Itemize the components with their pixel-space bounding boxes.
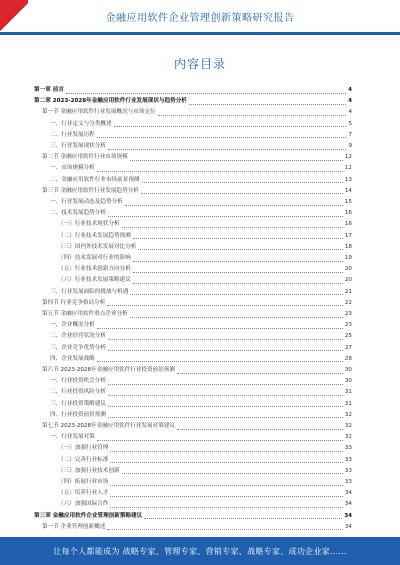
toc-entry-page-number: 25 [344, 333, 352, 340]
toc-entry-label: （五）行业技术创新方向分析 [58, 266, 131, 273]
toc-entry-page-number: 4 [348, 98, 352, 105]
toc-leader-dots [110, 495, 343, 497]
toc-entry-page-number: 33 [344, 479, 352, 485]
toc-entry-label: 一、行业投资机会分析 [50, 378, 106, 385]
toc-entry-label: 一、行业发展动态及趋势分析 [50, 199, 123, 205]
toc-entry-page-number: 20 [344, 277, 352, 284]
toc-leader-dots [114, 125, 347, 127]
toc-leader-dots [158, 114, 347, 116]
toc-entry[interactable] [42, 422, 352, 431]
toc-entry[interactable] [58, 456, 352, 465]
toc-entry-label: 三、企业竞争优势分析 [50, 344, 106, 351]
toc-entry-page-number: 4 [348, 109, 352, 116]
toc-entry-label: 二、技术发展趋势分析 [50, 210, 106, 217]
toc-leader-dots [125, 204, 343, 206]
toc-entry-label: （一）行业技术现状分析 [58, 221, 120, 228]
toc-entry[interactable] [42, 299, 352, 308]
toc-entry-label: （五）培养行业人才 [58, 490, 109, 497]
toc-entry-label: 第七节 2023-2028年金融应用软件行业发展对策建议 [42, 423, 175, 429]
toc-entry[interactable] [50, 332, 352, 341]
toc-entry-page-number: 20 [344, 266, 352, 273]
toc-entry[interactable] [50, 388, 352, 397]
toc-entry-label: 第六节 2023-2028年金融应用软件行业投资前景预测 [42, 367, 175, 373]
toc-entry-page-number: 28 [344, 355, 352, 362]
toc-entry[interactable] [50, 321, 352, 330]
toc-entry[interactable] [50, 120, 352, 129]
toc-leader-dots [177, 372, 343, 374]
toc-entry[interactable] [50, 377, 352, 386]
toc-entry-label: （四）技术发展对行业的影响 [58, 255, 131, 261]
toc-entry-page-number: 18 [344, 243, 352, 250]
toc-leader-dots [133, 282, 343, 284]
toc-leader-dots [133, 260, 343, 262]
toc-leader-dots [130, 159, 343, 161]
toc-entry-page-number: 31 [344, 400, 352, 407]
table-of-contents [34, 86, 352, 534]
toc-entry-page-number: 23 [344, 322, 352, 329]
toc-entry[interactable] [50, 344, 352, 353]
toc-entry[interactable] [50, 198, 352, 207]
toc-entry-page-number: 17 [344, 232, 352, 239]
toc-entry-page-number: 12 [344, 154, 352, 161]
toc-entry-page-number: 5 [348, 120, 352, 127]
toc-entry[interactable] [34, 86, 352, 95]
toc-entry[interactable] [58, 265, 352, 274]
toc-entry-label: 第三节 金融应用软件行业发展趋势分析 [42, 187, 139, 194]
toc-entry-label: 第一节 企业管理创新概述 [42, 523, 106, 530]
toc-entry-page-number: 16 [344, 210, 352, 217]
toc-entry-label: （四）拓展行业市场 [58, 479, 109, 485]
toc-entry-page-number: 9 [348, 143, 352, 149]
toc-leader-dots [108, 148, 346, 150]
toc-leader-dots [110, 506, 343, 508]
toc-leader-dots [97, 170, 343, 172]
toc-entry-page-number: 32 [344, 411, 352, 418]
toc-entry[interactable] [50, 164, 352, 173]
toc-entry-page-number: 27 [344, 344, 352, 351]
toc-entry-label: 第一节 金融应用软件行业发展概况与市场定位 [42, 109, 156, 116]
toc-entry[interactable] [50, 142, 352, 151]
toc-leader-dots [107, 528, 343, 530]
toc-entry-page-number: 33 [344, 456, 352, 463]
toc-entry[interactable] [58, 220, 352, 229]
toc-entry-label: 一、企业概况分析 [50, 322, 95, 329]
toc-leader-dots [108, 338, 343, 340]
toc-entry[interactable] [58, 232, 352, 241]
toc-leader-dots [108, 394, 343, 396]
toc-heading: 内容目录 [173, 57, 226, 71]
toc-entry-label: 第一章 前言 [34, 87, 64, 93]
toc-entry-page-number: 31 [344, 389, 352, 396]
toc-entry-label: 四、企业发展战略 [50, 355, 95, 362]
toc-entry-page-number: 34 [344, 501, 352, 508]
toc-entry-label: （二）完善行业标准 [58, 456, 109, 463]
toc-leader-dots [97, 136, 347, 138]
toc-entry-label: 二、企业经营状况分析 [50, 333, 106, 340]
toc-entry-label: （三）加强行业技术创新 [58, 467, 120, 474]
toc-entry-label: 第三章 金融应用软件企业管理创新策略建议 [34, 512, 143, 519]
toc-entry-label: 二、金融应用软件行业市场前景预测 [50, 176, 140, 183]
toc-leader-dots [97, 439, 343, 441]
toc-entry-label: （二）行业技术发展趋势预测 [58, 232, 131, 239]
toc-entry-page-number: 30 [344, 378, 352, 385]
toc-entry[interactable] [58, 478, 352, 487]
toc-leader-dots [108, 215, 343, 217]
toc-entry-label: 一、行业发展对策 [50, 434, 95, 441]
toc-leader-dots [177, 428, 343, 430]
toc-entry[interactable] [58, 500, 352, 509]
toc-entry[interactable] [58, 467, 352, 476]
toc-leader-dots [108, 349, 343, 351]
header-title: 金融应用软件企业管理创新策略研究报告 [105, 13, 295, 24]
toc-leader-dots [189, 103, 346, 105]
toc-entry-page-number: 32 [344, 434, 352, 441]
toc-entry-page-number: 19 [344, 255, 352, 261]
toc-entry[interactable] [42, 310, 352, 319]
toc-leader-dots [122, 472, 343, 474]
toc-entry-page-number: 33 [344, 445, 352, 452]
toc-entry[interactable] [50, 209, 352, 218]
page-footer [0, 537, 400, 565]
toc-leader-dots [110, 461, 343, 463]
toc-entry[interactable] [42, 187, 352, 196]
toc-leader-dots [108, 405, 343, 407]
toc-entry[interactable] [34, 512, 352, 521]
toc-entry[interactable] [50, 400, 352, 409]
toc-entry[interactable] [42, 523, 352, 532]
toc-leader-dots [138, 248, 343, 250]
toc-entry-page-number: 23 [344, 311, 352, 317]
toc-entry-page-number: 12 [344, 165, 352, 172]
toc-entry-label: （一）加强行业管理 [58, 445, 109, 452]
toc-entry-page-number: 32 [344, 423, 352, 429]
toc-entry-page-number: 33 [344, 467, 352, 474]
toc-entry[interactable] [50, 131, 352, 140]
toc-entry-label: 二、行业发展历程 [50, 131, 95, 138]
toc-entry[interactable] [50, 433, 352, 442]
toc-entry[interactable] [50, 411, 352, 420]
toc-leader-dots [97, 327, 343, 329]
toc-leader-dots [107, 304, 343, 306]
toc-entry-label: 第四节 行业竞争格局分析 [42, 299, 106, 306]
toc-entry[interactable] [42, 108, 352, 117]
header-divider [0, 32, 400, 35]
toc-entry-page-number: 4 [348, 87, 352, 93]
toc-entry-page-number: 34 [344, 490, 352, 497]
toc-entry-page-number: 21 [344, 288, 352, 295]
page-header [0, 0, 400, 34]
toc-entry[interactable] [42, 366, 352, 375]
footer-slogan: 让每个人都能成为 战略专家、管理专家、营销专家、战略专家、成功企业家…… [53, 547, 347, 556]
toc-leader-dots [108, 416, 343, 418]
toc-entry-label: 四、行业投资前景预测 [50, 411, 106, 418]
toc-entry-page-number: 14 [344, 187, 352, 194]
toc-leader-dots [66, 92, 346, 94]
toc-entry-label: （六）加强国际合作 [58, 501, 109, 508]
toc-leader-dots [133, 271, 343, 273]
toc-leader-dots [133, 237, 343, 239]
toc-entry-page-number: 7 [348, 131, 352, 138]
toc-entry[interactable] [58, 243, 352, 252]
toc-entry-page-number: 22 [344, 299, 352, 306]
toc-entry-page-number: 15 [344, 199, 352, 205]
toc-entry[interactable] [58, 254, 352, 263]
toc-entry[interactable] [34, 97, 352, 106]
toc-entry-page-number: 13 [344, 176, 352, 183]
toc-leader-dots [142, 181, 343, 183]
toc-entry-label: 一、行业定义与分类概述 [50, 120, 112, 127]
toc-entry[interactable] [58, 276, 352, 285]
toc-entry-page-number: 34 [344, 523, 352, 530]
toc-entry-page-number: 30 [344, 367, 352, 373]
toc-entry-label: （三）国内外技术发展对比分析 [58, 243, 137, 250]
toc-entry[interactable] [50, 355, 352, 364]
toc-leader-dots [130, 316, 343, 318]
toc-entry[interactable] [50, 288, 352, 297]
toc-entry-label: 第五节 金融应用软件重点企业分析 [42, 311, 128, 317]
toc-entry[interactable] [58, 489, 352, 498]
toc-entry-label: 二、行业投资风险分析 [50, 389, 106, 396]
toc-entry-label: 三、行业发展现状分析 [50, 143, 106, 149]
toc-entry-page-number: 34 [344, 512, 352, 519]
toc-entry[interactable] [50, 176, 352, 185]
toc-leader-dots [141, 192, 343, 194]
toc-leader-dots [108, 383, 343, 385]
toc-leader-dots [110, 450, 343, 452]
toc-leader-dots [130, 293, 343, 295]
toc-entry-label: 三、行业发展面临的挑战与机遇 [50, 288, 129, 295]
toc-entry-label: 第二章 2023-2028年金融应用软件行业发展现状与趋势分析 [34, 98, 187, 105]
toc-entry-page-number: 16 [344, 221, 352, 228]
toc-entry-label: 一、市场规模分析 [50, 165, 95, 172]
toc-leader-dots [144, 517, 342, 519]
toc-leader-dots [97, 360, 343, 362]
toc-leader-dots [110, 484, 343, 486]
toc-entry-label: （六）行业技术发展策略建议 [58, 277, 131, 284]
toc-entry-label: 三、行业投资策略建议 [50, 400, 106, 407]
toc-entry-label: 第二节 金融应用软件行业市场规模 [42, 154, 128, 161]
toc-leader-dots [122, 226, 343, 228]
toc-entry[interactable] [42, 153, 352, 162]
toc-entry[interactable] [58, 444, 352, 453]
